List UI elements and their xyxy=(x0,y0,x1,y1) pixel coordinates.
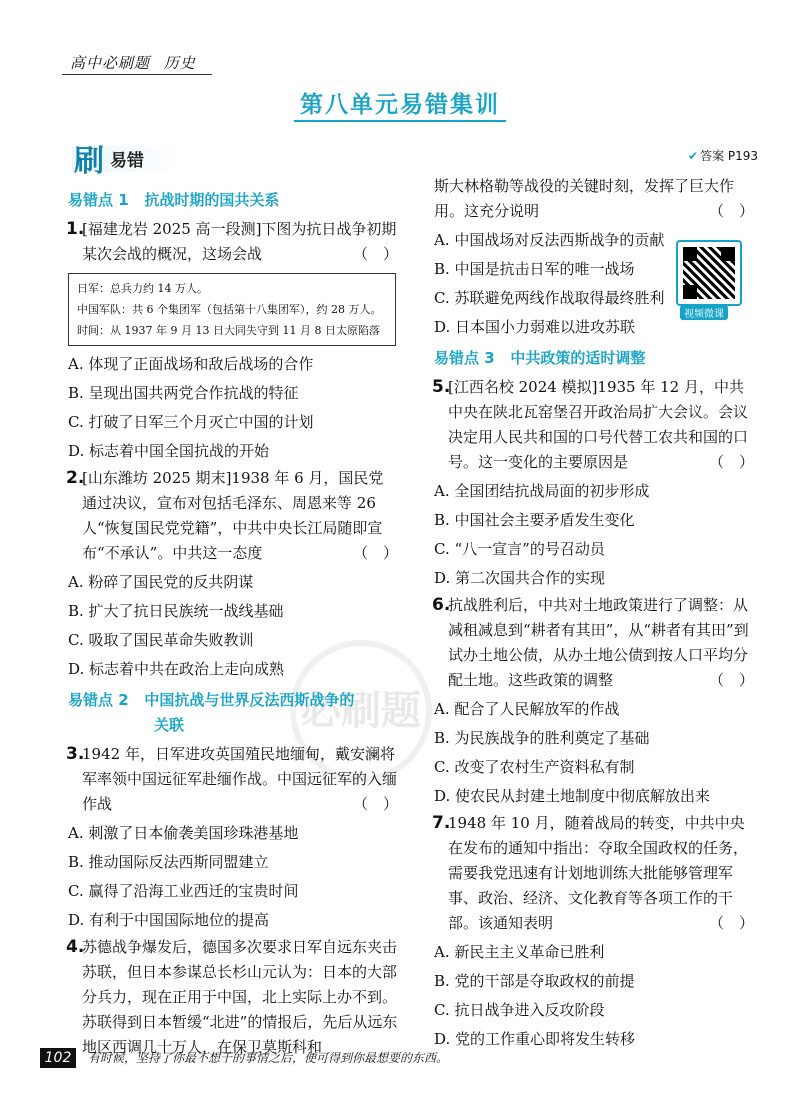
qr-code-icon[interactable] xyxy=(676,240,742,306)
options-q1 xyxy=(68,352,398,464)
option[interactable]: D. 第二次国共合作的实现 xyxy=(434,569,606,587)
options-q3 xyxy=(68,821,398,933)
options-q6 xyxy=(434,697,754,809)
answer-reference: ✔ 答案 P193 xyxy=(688,149,759,163)
question-7 xyxy=(434,811,754,936)
watermark: 必刷题 xyxy=(290,640,432,782)
question-number: 4. xyxy=(66,937,85,957)
section-heading-3: 易错点 3 中共政策的适时调整 xyxy=(434,349,646,367)
question-4 xyxy=(68,935,398,1060)
question-stem: [江西名校 2024 模拟]1935 年 12 月，中共中央在陕北瓦窑堡召开政治局扩大会议。会议决定用人民共和国的口号代替工农共和国的口号。这一变化的主要原因是 xyxy=(448,378,749,471)
option[interactable]: A. 新民主主义革命已胜利 xyxy=(434,943,605,961)
option[interactable]: D. 日本国小力弱难以进攻苏联 xyxy=(434,318,636,336)
badge-main-text: 刷 xyxy=(74,144,104,179)
option[interactable]: B. 推动国际反法西斯同盟建立 xyxy=(68,853,269,871)
subject-label: 历史 xyxy=(163,54,196,72)
option[interactable]: D. 党的工作重心即将发生转移 xyxy=(434,1030,636,1048)
answer-paren[interactable]: （ ） xyxy=(708,914,754,932)
option[interactable]: B. 中国是抗击日军的唯一战场 xyxy=(434,260,635,278)
option[interactable]: C. 改变了农村生产资料私有制 xyxy=(434,758,635,776)
options-q2 xyxy=(68,570,398,682)
option[interactable]: C. “八一宣言”的号召动员 xyxy=(434,540,605,558)
answer-paren[interactable]: （ ） xyxy=(708,671,754,689)
info-line: 日军：总兵力约 14 万人。 xyxy=(77,282,208,295)
option[interactable]: C. 吸取了国民革命失败教训 xyxy=(68,631,254,649)
option[interactable]: D. 标志着中国全国抗战的开始 xyxy=(68,442,270,460)
question-stem: [福建龙岩 2025 高一段测]下图为抗日战争初期某次会战的概况，这场会战 xyxy=(82,220,397,263)
option[interactable]: A. 全国团结抗战局面的初步形成 xyxy=(434,482,650,500)
answer-paren[interactable]: （ ） xyxy=(352,245,398,263)
check-icon: ✔ xyxy=(688,149,699,163)
section-heading-2: 易错点 2 中国抗战与世界反法西斯战争的 关联 xyxy=(68,691,355,734)
info-line: 时间：从 1937 年 9 月 13 日大同失守到 11 月 8 日太原陷落 xyxy=(77,324,380,337)
question-number: 1. xyxy=(66,219,85,239)
book-title: 高中必刷题 xyxy=(70,54,151,72)
question-5 xyxy=(434,375,754,475)
question-number: 5. xyxy=(432,377,451,397)
section-heading-1: 易错点 1 抗战时期的国共关系 xyxy=(68,191,280,209)
options-q7 xyxy=(434,940,754,1052)
running-header xyxy=(70,52,196,73)
question-4-continued: 斯大林格勒等战役的关键时刻，发挥了巨大作用。这充分说明 （ ） xyxy=(434,174,754,224)
option[interactable]: D. 标志着中共在政治上走向成熟 xyxy=(68,660,285,678)
left-column xyxy=(68,182,398,1060)
unit-title: 第八单元易错集训 xyxy=(0,86,800,119)
page-number: 102 xyxy=(40,1048,76,1068)
badge-sub-text: 易错 xyxy=(110,151,144,171)
question-3 xyxy=(68,742,398,817)
options-q5 xyxy=(434,479,754,591)
option[interactable]: B. 扩大了抗日民族统一战线基础 xyxy=(68,602,284,620)
question-stem: 1942 年，日军进攻英国殖民地缅甸，戴安澜将军率领中国远征军赴缅作战。中国远征军的入缅作战 xyxy=(82,745,398,813)
option[interactable]: A. 中国战场对反法西斯战争的贡献 xyxy=(434,231,665,249)
option[interactable]: A. 粉碎了国民党的反共阴谋 xyxy=(68,573,254,591)
question-1 xyxy=(68,217,398,267)
option[interactable]: B. 中国社会主要矛盾发生变化 xyxy=(434,511,635,529)
header-rule xyxy=(62,74,212,75)
option[interactable]: B. 党的干部是夺取政权的前提 xyxy=(434,972,635,990)
option[interactable]: A. 刺激了日本偷袭美国珍珠港基地 xyxy=(68,824,299,842)
section-badge xyxy=(64,136,174,179)
option[interactable]: C. 苏联避免两线作战取得最终胜利 xyxy=(434,289,665,307)
question-stem: 苏德战争爆发后，德国多次要求日军自远东夹击苏联，但日本参谋总长杉山元认为：日本的大部分兵力，现在正用于中国，北上实际上办不到。苏联得到日本暂缓“北进”的情报后，先后从远东地区西调几十万人，在保卫莫斯科和 xyxy=(82,938,398,1056)
option[interactable]: B. 为民族战争的胜利奠定了基础 xyxy=(434,729,650,747)
option[interactable]: B. 呈现出国共两党合作抗战的特征 xyxy=(68,384,299,402)
option[interactable]: A. 体现了正面战场和敌后战场的合作 xyxy=(68,355,314,373)
info-box xyxy=(68,273,396,346)
question-number: 6. xyxy=(432,595,451,615)
question-number: 2. xyxy=(66,468,85,488)
question-6 xyxy=(434,593,754,693)
option[interactable]: C. 抗日战争进入反攻阶段 xyxy=(434,1001,605,1019)
question-stem: 1948 年 10 月，随着战局的转变，中共中央在发布的通知中指出：夺取全国政权的任务，需要我党迅速有计划地训练大批能够管理军事、政治、经济、文化教育等各项工作的干部。该通知表明 xyxy=(448,814,749,932)
option[interactable]: C. 赢得了沿海工业西迁的宝贵时间 xyxy=(68,882,299,900)
info-line: 中国军队：共 6 个集团军（包括第十八集团军），约 28 万人。 xyxy=(77,303,382,316)
question-number: 7. xyxy=(432,813,451,833)
video-lesson-label[interactable]: 视频微课 xyxy=(680,305,728,320)
answer-paren[interactable]: （ ） xyxy=(708,453,754,471)
option[interactable]: A. 配合了人民解放军的作战 xyxy=(434,700,620,718)
footer-quote: 有时候，坚持了你最不想干的事情之后，便可得到你最想要的东西。 xyxy=(88,1051,449,1065)
answer-paren[interactable]: （ ） xyxy=(352,795,398,813)
question-stem: [山东潍坊 2025 期末]1938 年 6 月，国民党通过决议，宣布对包括毛泽东、周恩来等 26 人“恢复国民党党籍”，中共中央长江局随即宣布“不承认”。中共这一态度 xyxy=(82,469,384,562)
option[interactable]: D. 有利于中国国际地位的提高 xyxy=(68,911,270,929)
answer-paren[interactable]: （ ） xyxy=(352,544,398,562)
answer-paren[interactable]: （ ） xyxy=(708,202,754,220)
question-2 xyxy=(68,466,398,566)
option[interactable]: C. 打破了日军三个月灭亡中国的计划 xyxy=(68,413,314,431)
question-number: 3. xyxy=(66,744,85,764)
option[interactable]: D. 使农民从封建土地制度中彻底解放出来 xyxy=(434,787,711,805)
question-stem: 抗战胜利后，中共对土地政策进行了调整：从减租减息到“耕者有其田”，从“耕者有其田”到试办土地公债，从办土地公债到按人口平均分配土地。这些政策的调整 xyxy=(448,596,749,689)
